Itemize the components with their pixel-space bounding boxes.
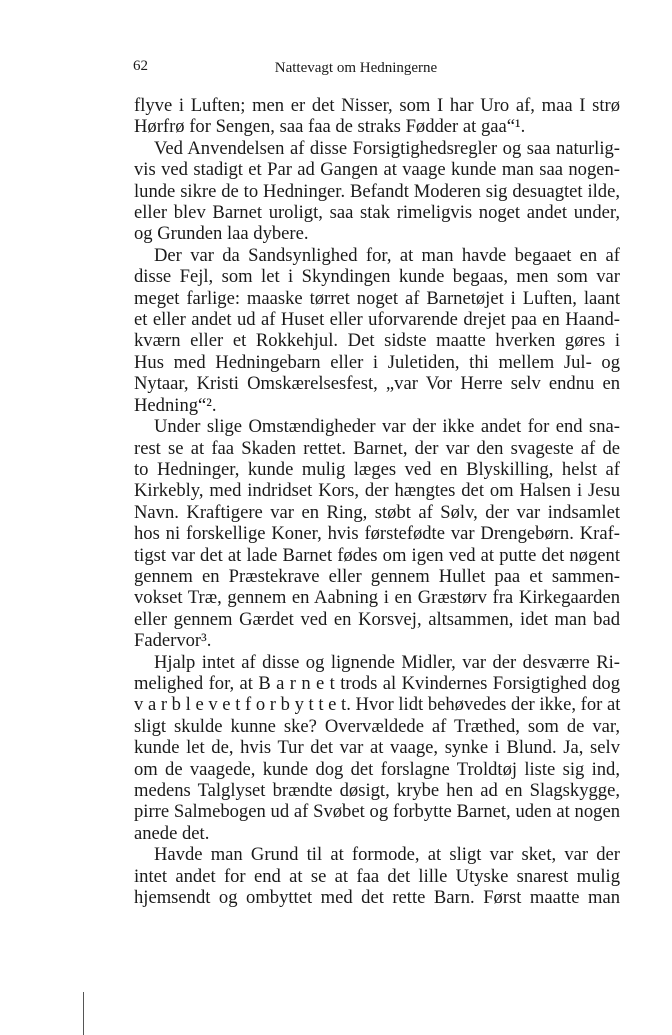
text-line: anede det. (134, 822, 210, 844)
text-line: disse Fejl, som let i Skyndingen kunde begaas, men som var (134, 266, 620, 288)
text-line: Kirkebly, med indridset Kors, der hængtes det om Halsen i Jesu (134, 480, 620, 502)
text-line: lunde sikre de to Hedninger. Befandt Moderen sig desuagtet ilde, (134, 180, 620, 202)
text-line: kværn eller et Rokkehjul. Det sidste maatte hverken gøres i (134, 330, 620, 352)
text-line: pirre Salmebogen ud af Svøbet og forbytte Barnet, uden at nogen (134, 801, 620, 823)
text-line: Ved Anvendelsen af disse Forsigtighedsregler og saa naturlig- (154, 137, 620, 159)
text-line: vokset Træ, gennem en Aabning i en Græstørv fra Kirkegaarden (134, 587, 620, 609)
scan-edge-line (83, 992, 84, 1035)
text-line: Havde man Grund til at formode, at sligt var sket, var der (154, 844, 620, 866)
text-line: om de vaagede, kunde dog det forslagne Troldtøj liste sig ind, (134, 758, 620, 780)
text-line: Fadervor³. (134, 630, 212, 652)
text-line: og Grunden laa dybere. (134, 223, 309, 245)
text-line: Navn. Kraftigere var en Ring, støbt af Sølv, der var indsamlet (134, 501, 620, 523)
text-line: Under slige Omstændigheder var der ikke andet for end sna- (154, 416, 620, 438)
running-title: Nattevagt om Hedningerne (274, 60, 438, 76)
text-line: meget farlige: maaske tørret noget af Barnetøjet i Luften, laant (134, 287, 620, 309)
text-line: v a r b l e v e t f o r b y t t e t. Hvor lidt behøvedes der ikke, for at (134, 694, 621, 716)
text-line: hos ni forskellige Koner, hvis førstefødte var Drengebørn. Kraf- (134, 523, 620, 545)
text-line: intet andet for end at se at faa det lille Utyske snarest mulig (134, 865, 620, 887)
page-number: 62 (133, 58, 148, 74)
text-line: flyve i Luften; men er det Nisser, som I har Uro af, maa I strø (134, 95, 620, 116)
text-line: gennem en Præstekrave eller gennem Hullet paa et sammen- (134, 565, 620, 587)
text-line: Hørfrø for Sengen, saa faa de straks Fødder at gaa“¹. (134, 116, 526, 138)
text-line: to Hedninger, kunde mulig læges ved en Blyskilling, helst af (134, 458, 620, 480)
text-line: Der var da Sandsynlighed for, at man havde begaaet en af (154, 244, 620, 266)
body-text (134, 95, 620, 908)
text-line: kunde let de, hvis Tur det var at vaage, synke i Blund. Ja, selv (134, 737, 620, 759)
text-line: Hjalp intet af disse og lignende Midler, var der desværre Ri- (154, 651, 620, 673)
text-line: sligt skulde kunne ske? Overvældede af Træthed, som de var, (134, 715, 620, 737)
text-line: medens Talglyset brændte døsigt, krybe hen ad en Slagskygge, (134, 780, 620, 801)
text-line: tigst var det at lade Barnet fødes om igen ved at putte det nøgent (134, 544, 620, 566)
text-line: rest se at faa Skaden rettet. Barnet, der var den svageste af de (134, 437, 620, 459)
text-line: vis ved stadigt et Par ad Gangen at vaage kunde man saa nogen- (134, 159, 620, 181)
text-line: Nytaar, Kristi Omskærelsesfest, „var Vor Herre selv endnu en (134, 373, 620, 395)
text-line: et eller andet ud af Huset eller uforvarende drejet paa en Haand- (134, 309, 620, 331)
text-line: eller blev Barnet uroligt, saa stak rimeligvis noget andet under, (134, 202, 620, 224)
text-line: melighed for, at B a r n e t trods al Kvindernes Forsigtighed dog (134, 672, 620, 694)
text-line: eller gennem Gærdet ved en Korsvej, altsammen, idet man bad (134, 608, 620, 630)
text-line: Hedning“². (134, 394, 217, 416)
text-line: Hus med Hedningebarn eller i Juletiden, thi mellem Jul- og (134, 351, 620, 373)
text-line: hjemsendt og ombyttet med det rette Barn. Først maatte man (134, 887, 620, 909)
